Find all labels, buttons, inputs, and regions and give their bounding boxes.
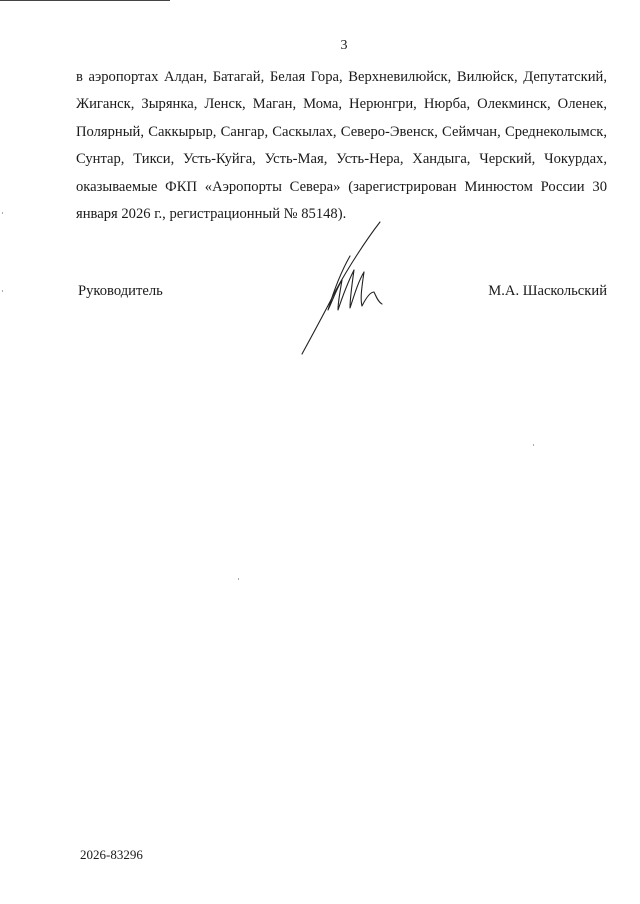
- margin-speck: [2, 290, 3, 292]
- margin-speck: [533, 444, 534, 446]
- signer-position: Руководитель: [78, 283, 163, 299]
- document-registration-number: 2026-83296: [80, 847, 143, 862]
- scan-edge-line: [0, 0, 170, 1]
- document-body: [76, 64, 607, 228]
- margin-speck: [2, 212, 3, 214]
- handwritten-signature-icon: [296, 218, 388, 358]
- signer-name: М.А. Шаскольский: [488, 283, 607, 299]
- page-number: 3: [340, 38, 348, 53]
- body-paragraph: в аэропортах Алдан, Батагай, Белая Гора, Верхневилюйск, Вилюйск, Депутатский, Жиганск, Зырянка, Ленск, Маган, Мома, Нерюнгри, Нюрба, Олекминск, Оленек, Полярный, Саккырыр, Сангар, Саскылах, Северо-Эвенск, Сеймчан, Среднеколымск, Сунтар, Тикси, Усть-Куйга, Усть-Мая, Усть-Нера, Хандыга, Черский, Чокурдах, оказываемые ФКП «Аэропорты Севера» (зарегистрирован Минюстом России 30 января 2026 г., регистрационный № 85148).: [76, 69, 607, 223]
- margin-speck: [238, 578, 239, 580]
